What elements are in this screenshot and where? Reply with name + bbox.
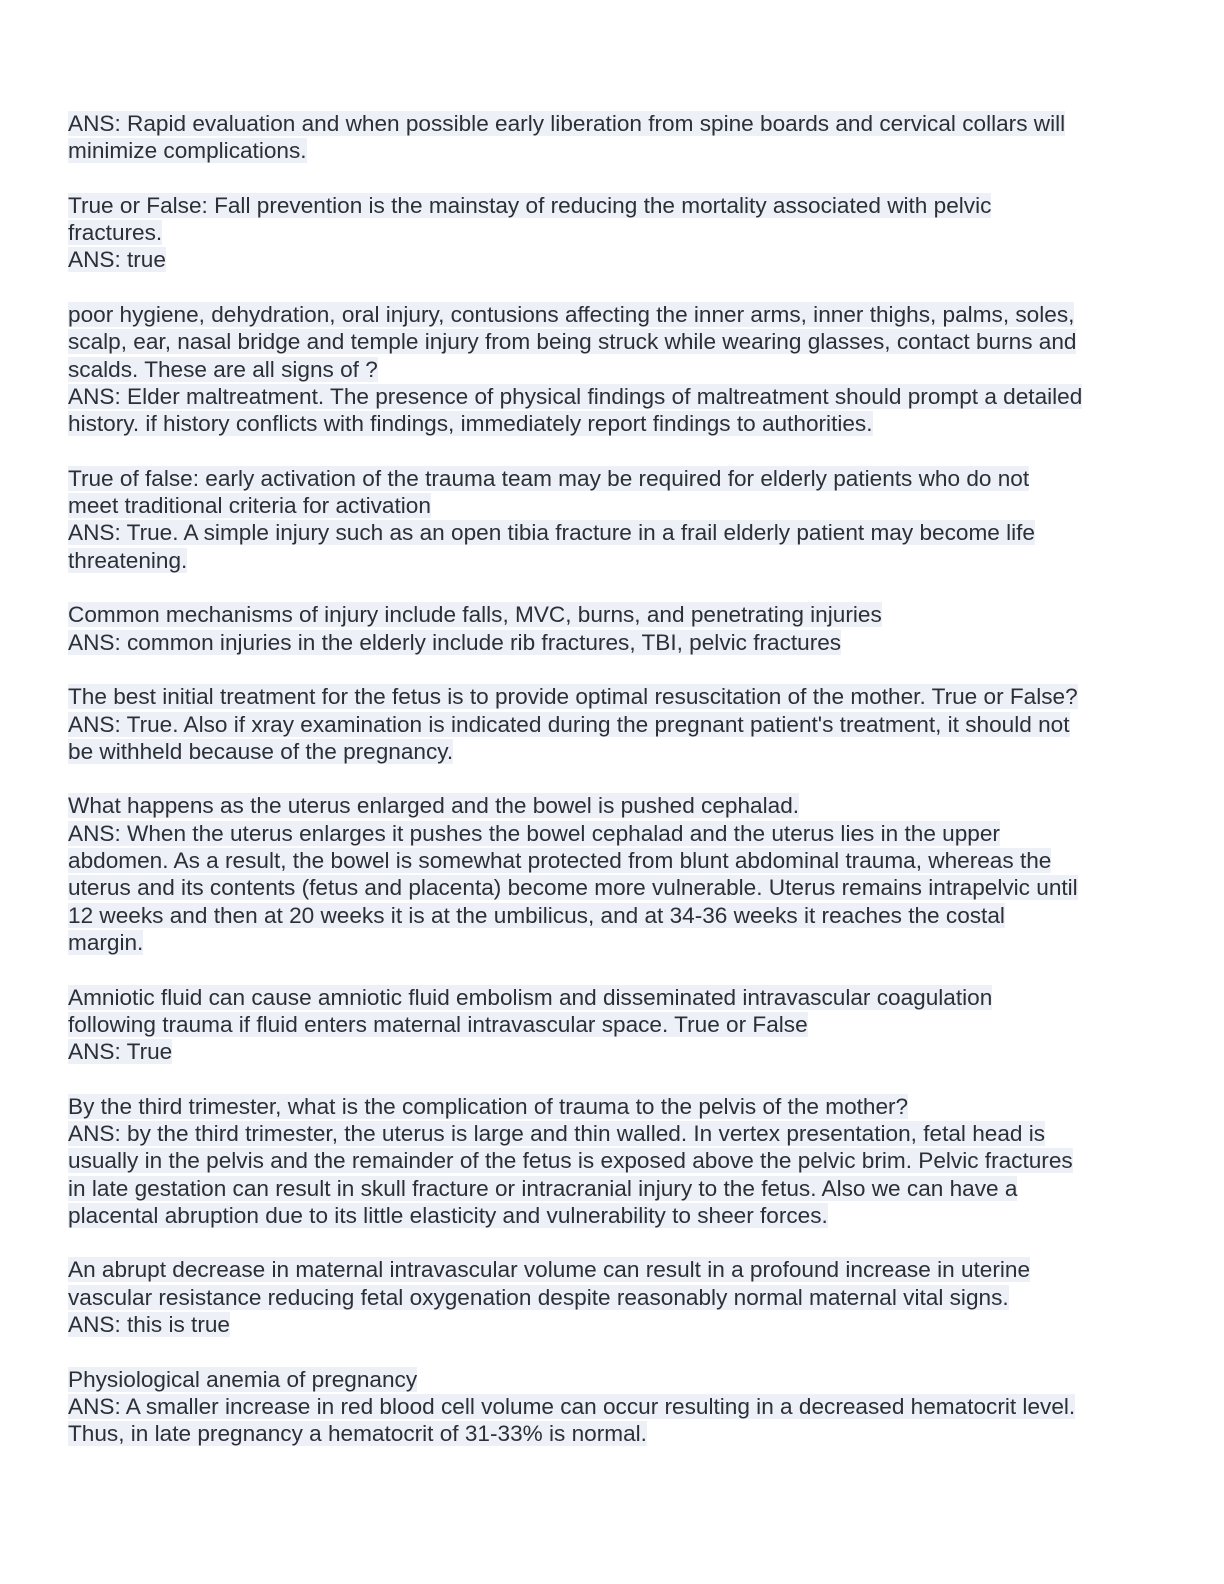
text-line: ANS: When the uterus enlarges it pushes the bowel cephalad and the uterus lies in the upper [68,820,1000,846]
text-line: scalp, ear, nasal bridge and temple injury from being struck while wearing glasses, contact burns and [68,329,1077,355]
text-line: ANS: Rapid evaluation and when possible early liberation from spine boards and cervical collars will [68,111,1066,136]
text-line: ANS: A smaller increase in red blood cell volume can occur resulting in a decreased hematocrit level. [68,1393,1076,1419]
text-line: Physiological anemia of pregnancy [68,1366,418,1392]
text-line: Amniotic fluid can cause amniotic fluid embolism and disseminated intravascular coagulation [68,984,993,1010]
text-line: meet traditional criteria for activation [68,493,431,519]
text-line: placental abruption due to its little elasticity and vulnerability to sheer forces. [68,1202,828,1228]
text-line: uterus and its contents (fetus and placenta) become more vulnerable. Uterus remains intrapelvic until [68,875,1078,901]
text-line: ANS: common injuries in the elderly include rib fractures, TBI, pelvic fractures [68,629,842,655]
text-line: usually in the pelvis and the remainder of the fetus is exposed above the pelvic brim. Pelvic fractures [68,1148,1073,1174]
document-page [68,110,1148,1475]
text-line: ANS: True. Also if xray examination is indicated during the pregnant patient's treatment, it should not [68,711,1070,737]
text-line: ANS: True [68,1039,173,1065]
text-line: The best initial treatment for the fetus is to provide optimal resuscitation of the mother. True or False? [68,684,1078,710]
qa-block [68,792,1148,956]
qa-block [68,601,1148,656]
text-line: abdomen. As a result, the bowel is somewhat protected from blunt abdominal trauma, whereas the [68,848,1052,874]
text-line: in late gestation can result in skull fracture or intracranial injury to the fetus. Also we can have a [68,1175,1018,1201]
text-line: following trauma if fluid enters maternal intravascular space. True or False [68,1011,808,1037]
text-line: history. if history conflicts with findings, immediately report findings to authorities. [68,411,873,437]
text-line: Thus, in late pregnancy a hematocrit of 31-33% is normal. [68,1421,647,1447]
text-line: What happens as the uterus enlarged and the bowel is pushed cephalad. [68,793,800,819]
text-line: 12 weeks and then at 20 weeks it is at the umbilicus, and at 34-36 weeks it reaches the costal [68,902,1005,928]
qa-block [68,1366,1148,1448]
text-line: ANS: True. A simple injury such as an open tibia fracture in a frail elderly patient may become life [68,520,1035,546]
qa-block [68,110,1148,165]
text-line: True of false: early activation of the trauma team may be required for elderly patients who do not [68,465,1030,491]
text-line: threatening. [68,547,188,573]
text-line: ANS: this is true [68,1312,230,1338]
qa-block [68,192,1148,274]
text-line: ANS: true [68,247,166,273]
text-line: scalds. These are all signs of ? [68,356,378,382]
text-line: Common mechanisms of injury include falls, MVC, burns, and penetrating injuries [68,602,882,628]
qa-block [68,465,1148,574]
text-line: poor hygiene, dehydration, oral injury, contusions affecting the inner arms, inner thighs, palms, soles, [68,302,1075,328]
text-line: vascular resistance reducing fetal oxygenation despite reasonably normal maternal vital signs. [68,1284,1009,1310]
text-line: ANS: by the third trimester, the uterus is large and thin walled. In vertex presentation, fetal head is [68,1120,1046,1146]
text-line: minimize complications. [68,138,307,164]
qa-block [68,301,1148,437]
qa-block [68,984,1148,1066]
qa-block [68,1256,1148,1338]
text-line: fractures. [68,220,163,246]
qa-block [68,683,1148,765]
text-line: By the third trimester, what is the complication of trauma to the pelvis of the mother? [68,1093,909,1119]
text-line: be withheld because of the pregnancy. [68,738,454,764]
text-line: An abrupt decrease in maternal intravascular volume can result in a profound increase in uterine [68,1257,1031,1283]
text-line: margin. [68,929,144,955]
qa-block [68,1093,1148,1229]
text-line: ANS: Elder maltreatment. The presence of physical findings of maltreatment should prompt a detailed [68,383,1083,409]
text-line: True or False: Fall prevention is the mainstay of reducing the mortality associated with pelvic [68,192,992,218]
